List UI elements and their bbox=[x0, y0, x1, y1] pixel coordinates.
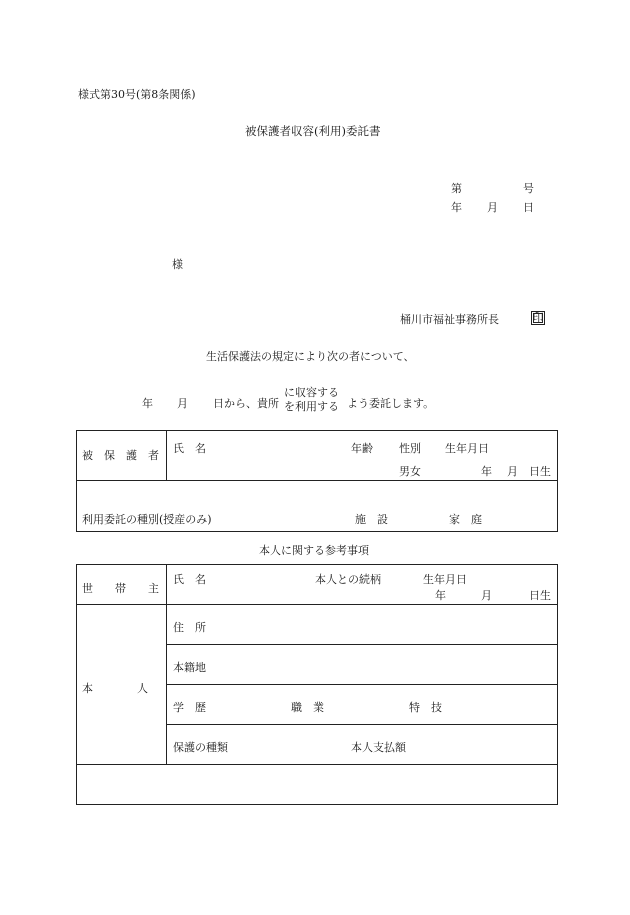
contract-type-label: 利用委託の種別(授産のみ) bbox=[82, 513, 212, 526]
household-birth-label: 生年月日 bbox=[423, 573, 467, 586]
recipient-table-divider bbox=[76, 480, 558, 481]
recipient-birth-day: 日生 bbox=[529, 465, 551, 478]
reference-row-line-3 bbox=[166, 684, 558, 685]
body-tail: よう委託します。 bbox=[347, 397, 435, 410]
reference-row-line-2 bbox=[166, 644, 558, 645]
household-birth-year: 年 bbox=[435, 589, 446, 602]
recipient-birth-label: 生年月日 bbox=[445, 442, 489, 455]
start-year: 年 bbox=[142, 397, 153, 410]
contract-home: 家 庭 bbox=[449, 513, 482, 526]
protection-type-label: 保護の種類 bbox=[173, 741, 228, 754]
reference-row-line-5 bbox=[76, 764, 558, 765]
occupation-label: 職 業 bbox=[291, 701, 324, 714]
contract-facility: 施 設 bbox=[355, 513, 388, 526]
household-relation-label: 本人との続柄 bbox=[315, 573, 381, 586]
reference-row-line-1 bbox=[76, 604, 558, 605]
recipient-age-label: 年齢 bbox=[351, 442, 373, 455]
date-month: 月 bbox=[487, 201, 498, 214]
section-title: 本人に関する参考事項 bbox=[259, 544, 369, 557]
day-from: 日から、貴所 bbox=[213, 397, 279, 410]
recipient-birth-month: 月 bbox=[507, 465, 518, 478]
doc-number-go: 号 bbox=[523, 182, 534, 195]
domicile-label: 本籍地 bbox=[173, 661, 206, 674]
household-head-label: 世 帯 主 bbox=[82, 582, 159, 595]
recipient-birth-year: 年 bbox=[481, 465, 492, 478]
recipient-name-label: 氏 名 bbox=[173, 442, 206, 455]
date-day: 日 bbox=[523, 201, 534, 214]
start-month: 月 bbox=[177, 397, 188, 410]
document-title: 被保護者収容(利用)委託書 bbox=[245, 124, 381, 138]
recipient-table-col-divider bbox=[166, 430, 167, 480]
household-birth-day: 日生 bbox=[529, 589, 551, 602]
option-riyou: を利用する bbox=[284, 400, 339, 413]
address-label: 住 所 bbox=[173, 621, 206, 634]
date-year: 年 bbox=[451, 201, 462, 214]
recipient-row-header: 被 保 護 者 bbox=[82, 449, 159, 462]
payment-label: 本人支払額 bbox=[351, 741, 406, 754]
reference-table-col-divider bbox=[166, 564, 167, 765]
form-number: 様式第30号(第8条関係) bbox=[78, 88, 196, 101]
household-name-label: 氏 名 bbox=[173, 573, 206, 586]
household-birth-month: 月 bbox=[481, 589, 492, 602]
recipient-sex-label: 性別 bbox=[399, 442, 421, 455]
skill-label: 特 技 bbox=[409, 701, 442, 714]
doc-number-dai: 第 bbox=[451, 182, 462, 195]
addressee-sama: 様 bbox=[172, 258, 183, 271]
sender-name: 桶川市福祉事務所長 bbox=[400, 313, 499, 326]
reference-row-line-4 bbox=[166, 724, 558, 725]
recipient-sex-options: 男女 bbox=[399, 465, 421, 478]
body-line1: 生活保護法の規定により次の者について、 bbox=[206, 350, 415, 363]
option-shuyou: に収容する bbox=[284, 386, 339, 399]
person-label: 本 人 bbox=[82, 682, 148, 695]
education-label: 学 歴 bbox=[173, 701, 206, 714]
seal-mark: 印 bbox=[532, 311, 544, 324]
option-stack bbox=[284, 386, 339, 414]
